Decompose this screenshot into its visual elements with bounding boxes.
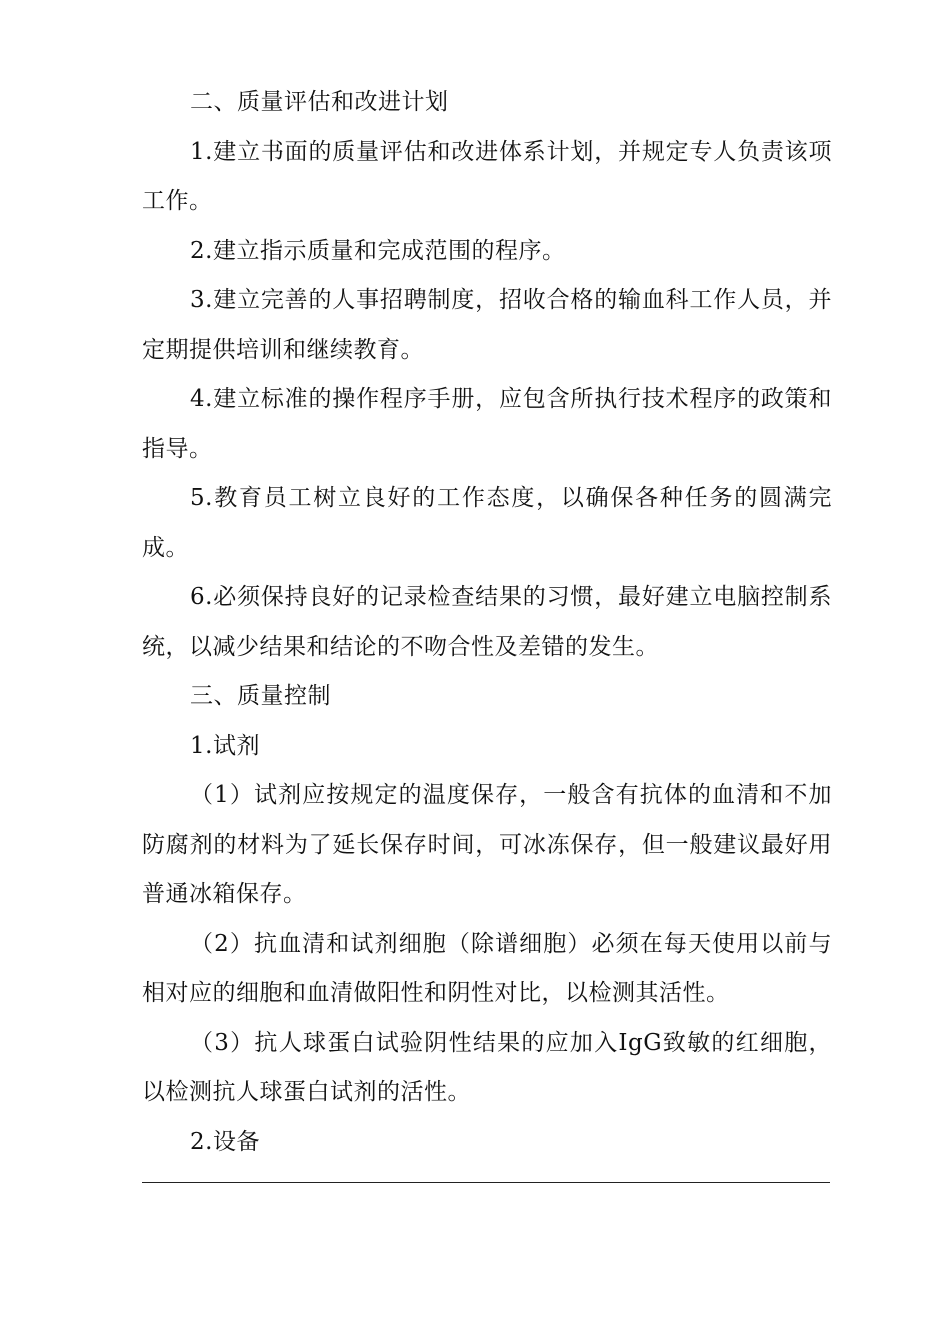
paragraph-reagent-3: （3）抗人球蛋白试验阴性结果的应加入IgG致敏的红细胞，以检测抗人球蛋白试剂的活性。 bbox=[142, 1029, 832, 1105]
section-heading-quality-control: 三、质量控制 bbox=[190, 683, 331, 709]
subheading-reagents: 1.试剂 bbox=[190, 732, 260, 759]
section-heading-quality-improvement: 二、质量评估和改进计划 bbox=[190, 89, 449, 115]
paragraph-reagent-2: （2）抗血清和试剂细胞（除谱细胞）必须在每天使用以前与相对应的细胞和血清做阳性和阴性对比，以检测其活性。 bbox=[142, 930, 832, 1006]
footer-divider-line bbox=[142, 1182, 830, 1183]
document-body bbox=[142, 78, 832, 1167]
paragraph-item-4: 4.建立标准的操作程序手册，应包含所执行技术程序的政策和指导。 bbox=[142, 386, 832, 462]
paragraph-item-6: 6.必须保持良好的记录检查结果的习惯，最好建立电脑控制系统，以减少结果和结论的不吻合性及差错的发生。 bbox=[142, 584, 832, 660]
subheading-equipment: 2.设备 bbox=[190, 1128, 260, 1155]
paragraph-reagent-1: （1）试剂应按规定的温度保存，一般含有抗体的血清和不加防腐剂的材料为了延长保存时间，可冰冻保存，但一般建议最好用普通冰箱保存。 bbox=[142, 782, 832, 907]
paragraph-item-2: 2.建立指示质量和完成范围的程序。 bbox=[190, 237, 566, 264]
paragraph-item-1: 1.建立书面的质量评估和改进体系计划，并规定专人负责该项工作。 bbox=[142, 138, 832, 214]
paragraph-item-3: 3.建立完善的人事招聘制度，招收合格的输血科工作人员，并定期提供培训和继续教育。 bbox=[142, 287, 832, 363]
paragraph-item-5: 5.教育员工树立良好的工作态度，以确保各种任务的圆满完成。 bbox=[142, 485, 832, 561]
